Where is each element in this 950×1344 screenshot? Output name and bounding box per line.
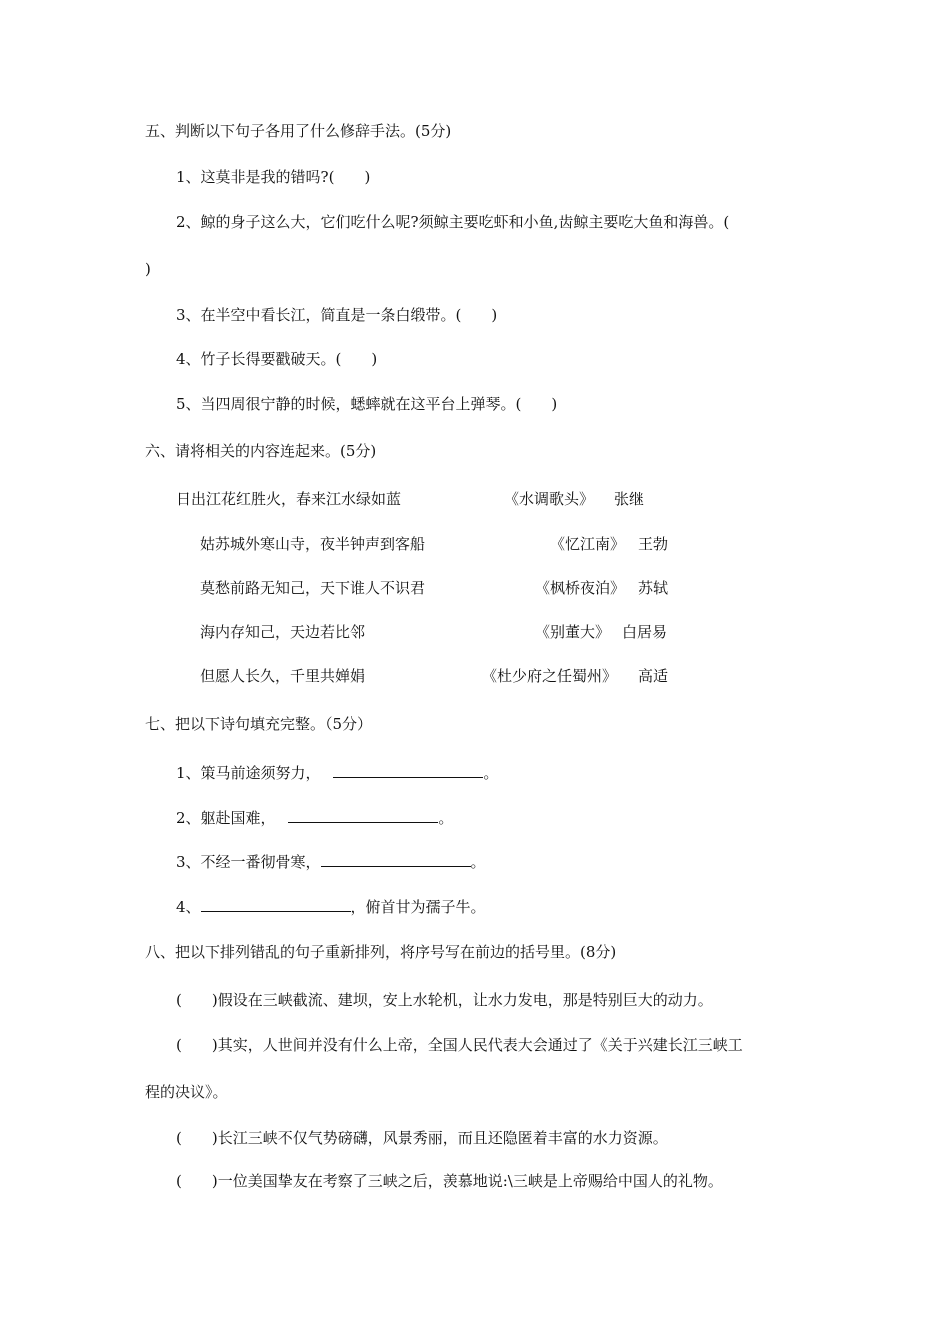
ordering-item-2-cont: 程的决议》。	[145, 1083, 228, 1101]
fill-question-1-text: 1、策马前途须努力，	[176, 764, 321, 782]
poem-line-1: 日出江花红胜火，春来江水绿如蓝	[176, 490, 402, 508]
section-8-title: 八、把以下排列错乱的句子重新排列，将序号写在前边的括号里。(8分)	[145, 943, 617, 961]
section-5-item-2-cont: )	[145, 260, 151, 278]
poem-title-3: 《枫桥夜泊》	[535, 579, 626, 597]
fill-question-4-end: ，俯首甘为孺子牛。	[350, 898, 486, 916]
poem-author-2: 王勃	[638, 535, 669, 553]
fill-blank-3[interactable]	[321, 850, 471, 867]
fill-question-4-text: 4、	[176, 898, 201, 916]
fill-blank-4[interactable]	[201, 895, 351, 912]
fill-question-2	[176, 806, 453, 828]
poem-title-5: 《杜少府之任蜀州》	[482, 667, 618, 685]
poem-title-4: 《别董大》	[535, 623, 611, 641]
ordering-item-2: ( )其实，人世间并没有什么上帝，全国人民代表大会通过了《关于兴建长江三峡工	[176, 1036, 743, 1054]
fill-blank-1[interactable]	[333, 761, 483, 778]
poem-line-3: 莫愁前路无知己，天下谁人不识君	[200, 579, 426, 597]
ordering-item-4: ( )一位美国挚友在考察了三峡之后，羡慕地说:\三峡是上帝赐给中国人的礼物。	[176, 1172, 723, 1190]
fill-question-3-end: 。	[470, 853, 486, 871]
poem-author-4: 白居易	[622, 623, 668, 641]
section-5-item-1: 1、这莫非是我的错吗?( )	[176, 168, 371, 186]
section-7-title: 七、把以下诗句填充完整。（5分）	[145, 715, 373, 733]
section-6-title: 六、请将相关的内容连起来。(5分)	[145, 442, 377, 460]
fill-question-2-end: 。	[438, 809, 454, 827]
fill-question-3-text: 3、不经一番彻骨寒，	[176, 853, 321, 871]
poem-title-1: 《水调歌头》	[504, 490, 595, 508]
ordering-item-1: ( )假设在三峡截流、建坝，安上水轮机，让水力发电，那是特别巨大的动力。	[176, 991, 713, 1009]
poem-author-3: 苏轼	[638, 579, 669, 597]
section-5-item-5: 5、当四周很宁静的时候，蟋蟀就在这平台上弹琴。( )	[176, 395, 558, 413]
section-5-title: 五、判断以下句子各用了什么修辞手法。(5分)	[145, 122, 452, 140]
section-5-item-4: 4、竹子长得要戳破天。( )	[176, 350, 378, 368]
fill-question-2-text: 2、躯赴国难，	[176, 809, 276, 827]
fill-question-1	[176, 761, 498, 783]
fill-question-4	[176, 895, 486, 917]
poem-title-2: 《忆江南》	[550, 535, 626, 553]
ordering-item-3: ( )长江三峡不仅气势磅礴，风景秀丽，而且还隐匿着丰富的水力资源。	[176, 1129, 668, 1147]
section-5-item-2: 2、鲸的身子这么大，它们吃什么呢?须鲸主要吃虾和小鱼,齿鲸主要吃大鱼和海兽。(	[176, 213, 730, 231]
poem-line-4: 海内存知己，天边若比邻	[200, 623, 366, 641]
fill-blank-2[interactable]	[288, 806, 438, 823]
poem-line-2: 姑苏城外寒山寺，夜半钟声到客船	[200, 535, 426, 553]
fill-question-3	[176, 850, 486, 872]
poem-author-5: 高适	[638, 667, 669, 685]
poem-line-5: 但愿人长久，千里共婵娟	[200, 667, 366, 685]
poem-author-1: 张继	[614, 490, 645, 508]
fill-question-1-end: 。	[483, 764, 499, 782]
section-5-item-3: 3、在半空中看长江，简直是一条白缎带。( )	[176, 306, 498, 324]
